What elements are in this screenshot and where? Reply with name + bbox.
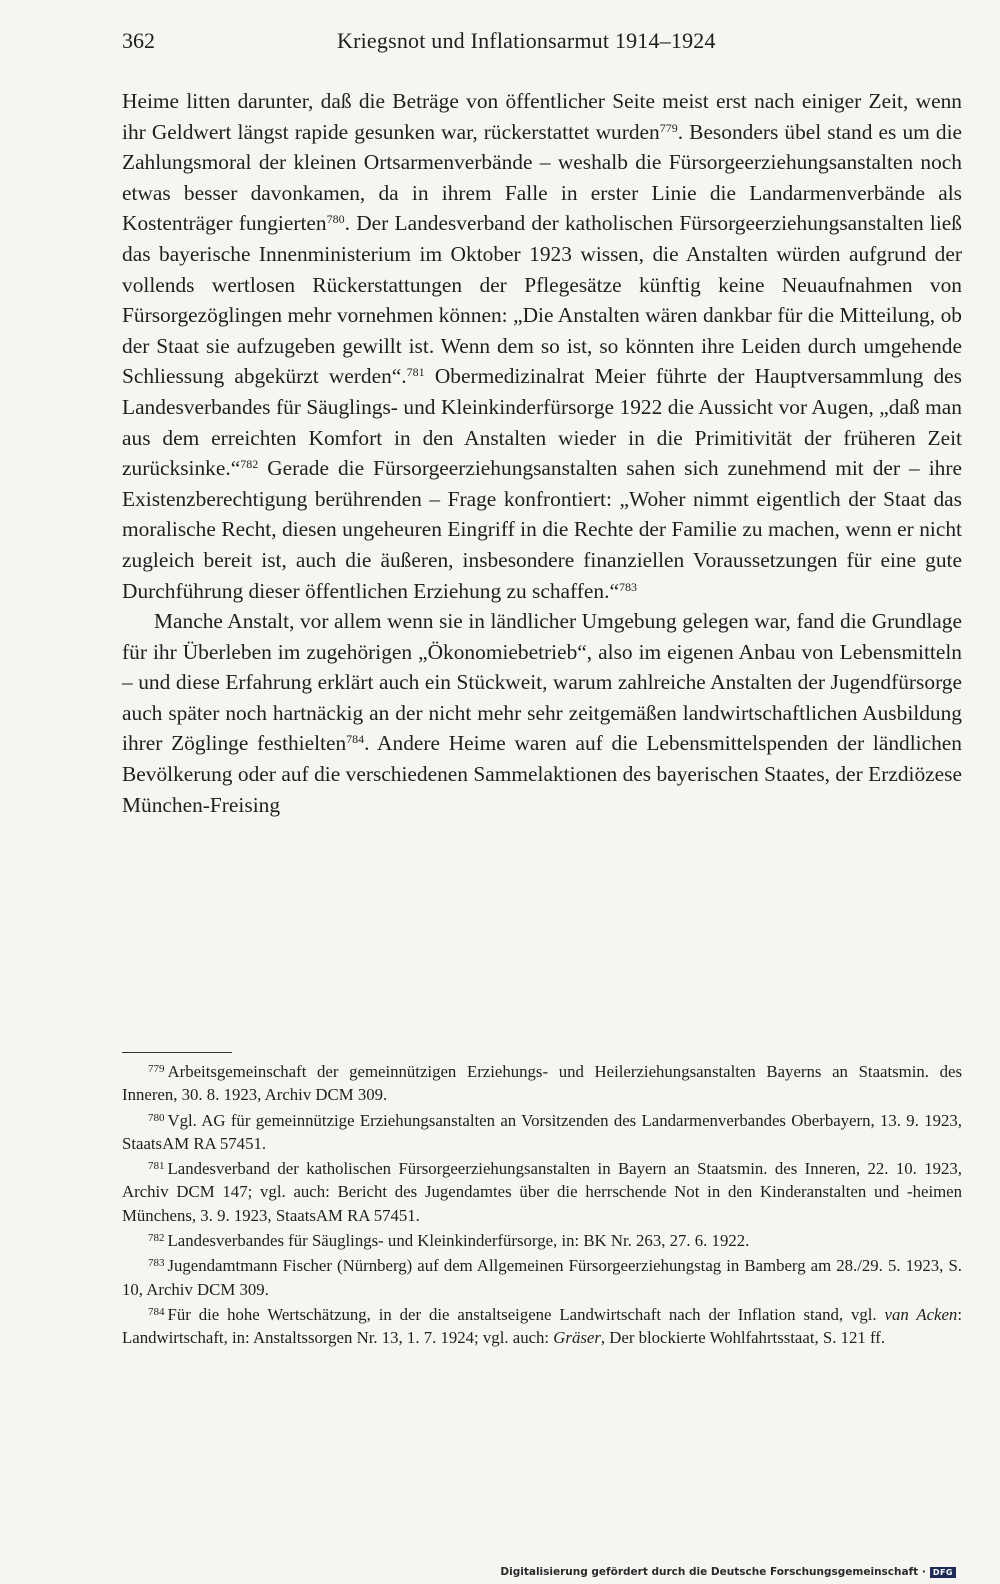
digitization-text: Digitalisierung gefördert durch die Deutsche Forschungsgemeinschaft ·	[500, 1566, 926, 1578]
footnote-781	[122, 1157, 962, 1227]
text-span: Heime litten darunter, daß die Beträge von öffentlicher Seite meist erst nach einiger Zeit, wenn ihr Geldwert längst rapide gesunken war, rückerstattet wurden	[122, 89, 962, 144]
author-name: van Acken	[884, 1304, 958, 1324]
footnote-number: 780	[148, 1111, 165, 1124]
footnote-divider	[122, 1052, 232, 1053]
footnote-number: 783	[148, 1257, 165, 1270]
footnote-ref-780[interactable]: 780	[326, 212, 345, 227]
dfg-logo-icon: DFG	[930, 1567, 956, 1578]
footnote-ref-781[interactable]: 781	[406, 365, 425, 380]
footnote-number: 784	[148, 1305, 165, 1318]
digitization-notice	[500, 1566, 956, 1578]
paragraph-1	[122, 86, 962, 606]
main-text	[122, 86, 962, 820]
footnote-text: Landesverband der katholischen Fürsorgeerziehungsanstalten in Bayern an Staatsmin. des Inneren, 22. 10. 1923, Archiv DCM 147; vgl. auch: Bericht des Jugendamtes über die herrschende Not in den Kinderanstalten und -heimen Münchens, 3. 9. 1923, StaatsAM RA 57451.	[122, 1159, 962, 1225]
text-span: Gerade die Fürsorgeerziehungsanstalten sahen sich zunehmend mit der – ihre Existenzberechtigung berührenden – Frage konfrontiert: „Woher nimmt eigentlich der Staat das moralische Recht, diesen ungeheuren Eingriff in die Rechte der Familie zu machen, wenn er nicht zugleich bereit ist, auch die äußeren, insbesondere finanziellen Voraussetzungen für eine gute Durchführung dieser öffentlichen Erziehung zu schaffen.“	[122, 456, 962, 603]
footnote-text: Für die hohe Wertschätzung, in der die anstaltseigene Landwirtschaft nach der Inflation stand, vgl.	[167, 1304, 885, 1324]
footnote-text: , Der blockierte Wohlfahrtsstaat, S. 121 ff.	[600, 1328, 886, 1348]
footnote-text: Jugendamtmann Fischer (Nürnberg) auf dem Allgemeinen Fürsorgeerziehungstag in Bamberg am 28./29. 5. 1923, S. 10, Archiv DCM 309.	[122, 1256, 962, 1299]
footnote-780	[122, 1109, 962, 1156]
footnote-783	[122, 1254, 962, 1301]
footnote-782	[122, 1229, 962, 1252]
footnote-number: 781	[148, 1160, 165, 1173]
footnote-text: : Landwirtschaft, in: Anstaltssorgen Nr. 13, 1. 7. 1924; vgl. auch:	[122, 1304, 962, 1348]
running-title: Kriegsnot und Inflationsarmut 1914–1924	[337, 28, 716, 53]
text-span: . Der Landesverband der katholischen Fürsorgeerziehungsanstalten ließ das bayerische Innenministerium im Oktober 1923 wissen, die Anstalten würden aufgrund der vollends wertlosen Rückerstattungen der Pflegesätze künftig keine Neuaufnahmen von Fürsorgezöglingen mehr vornehmen können: „Die Anstalten wären dankbar für die Mitteilung, ob der Staat sie aufzugeben gewillt ist. Wenn dem so ist, so könnten ihre Leiden durch umgehende Schliessung abgekürzt werden“.	[122, 211, 962, 389]
footnote-number: 782	[148, 1232, 165, 1245]
footnotes	[122, 1060, 962, 1352]
footnote-779	[122, 1060, 962, 1107]
footnote-ref-782[interactable]: 782	[240, 457, 259, 472]
text-span: Manche Anstalt, vor allem wenn sie in ländlicher Umgebung gelegen war, fand die Grundlage für ihr Überleben im zugehörigen „Ökonomiebetrieb“, also im eigenen Anbau von Lebensmitteln – und diese Erfahrung erklärt auch ein Stückweit, warum zahlreiche Anstalten der Jugendfürsorge auch später noch hartnäckig an der nicht mehr sehr zeitgemäßen landwirtschaftlichen Ausbildung ihrer Zöglinge festhielten	[122, 609, 962, 756]
page-number: 362	[122, 28, 155, 53]
author-name: Gräser	[553, 1328, 601, 1348]
footnote-text: Vgl. AG für gemeinnützige Erziehungsanstalten an Vorsitzenden des Landarmenverbandes Oberbayern, 13. 9. 1923, StaatsAM RA 57451.	[122, 1110, 962, 1153]
footnote-784	[122, 1303, 962, 1350]
paragraph-2	[122, 606, 962, 820]
footnote-ref-779[interactable]: 779	[659, 120, 678, 135]
footnote-number: 779	[148, 1063, 165, 1075]
text-span: . Besonders übel stand es um die Zahlungsmoral der kleinen Ortsarmenverbände – weshalb die Fürsorgeerziehungsanstalten noch etwas besser davonkamen, da in ihrem Falle in erster Linie die Landarmenverbände als Kostenträger fungierten	[122, 119, 963, 236]
footnote-text: Landesverbandes für Säuglings- und Kleinkinderfürsorge, in: BK Nr. 263, 27. 6. 1922.	[167, 1231, 750, 1251]
footnote-ref-784[interactable]: 784	[346, 732, 365, 747]
footnote-text: Arbeitsgemeinschaft der gemeinnützigen Erziehungs- und Heilerziehungsanstalten Bayerns an Staatsmin. des Inneren, 30. 8. 1923, Archiv DCM 309.	[122, 1062, 962, 1105]
footnote-ref-783[interactable]: 783	[618, 579, 637, 594]
text-span: Obermedizinalrat Meier führte der Hauptversammlung des Landesverbandes für Säuglings- und Kleinkinderfürsorge 1922 die Aussicht vor Augen, „daß man aus dem erreichten Komfort in den Anstalten wieder in die Primitivität der früheren Zeit zurücksinke.“	[122, 364, 962, 481]
text-span: . Andere Heime waren auf die Lebensmittelspenden der ländlichen Bevölkerung oder auf die verschiedenen Sammelaktionen des bayerischen Staates, der Erzdiözese München-Freising	[122, 731, 962, 817]
